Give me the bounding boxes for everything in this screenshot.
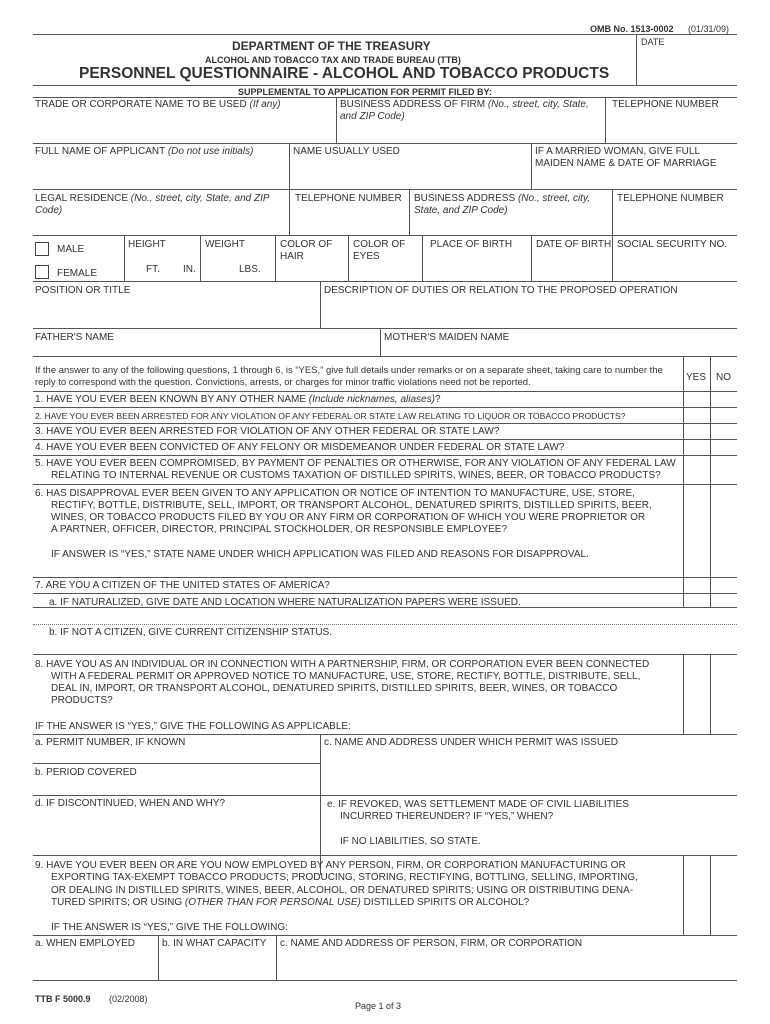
date-label: DATE (641, 37, 665, 47)
question-8: 8. HAVE YOU AS AN INDIVIDUAL OR IN CONNECTION WITH A PARTNERSHIP, FIRM, OR CORPORATION EVER BEEN CONNECTED (35, 659, 650, 670)
date-box-divider (636, 34, 637, 85)
rule (33, 484, 737, 485)
rule (33, 980, 737, 981)
rule (409, 189, 410, 235)
business-address-label-2: and ZIP Code) (340, 111, 405, 122)
married-woman-label-2: MAIDEN NAME & DATE OF MARRIAGE (535, 158, 717, 169)
question-1: 1. HAVE YOU EVER BEEN KNOWN BY ANY OTHER NAME (Include nicknames, aliases)? (35, 394, 441, 405)
question-9-line-4: TURED SPIRITS; OR USING (OTHER THAN FOR PERSONAL USE) DISTILLED SPIRITS OR ALCOHOL? (51, 897, 530, 908)
rule (336, 97, 337, 143)
rule (710, 356, 711, 607)
department-title: DEPARTMENT OF THE TREASURY (232, 39, 431, 53)
question-7: 7. ARE YOU A CITIZEN OF THE UNITED STATES OF AMERICA? (35, 580, 330, 591)
permit-name-address-label: c. NAME AND ADDRESS UNDER WHICH PERMIT WAS ISSUED (324, 737, 618, 748)
rule (33, 356, 737, 357)
instructions-text: If the answer to any of the following questions, 1 through 6, is “YES,” give full details under remarks or on a separate sheet, taking care to number the reply to correspond with the question. Convictions, arrests, or charges for minor traffic violations need not be reported. (35, 365, 663, 388)
rule (33, 654, 737, 655)
rule (531, 235, 532, 281)
rule (710, 855, 711, 935)
rule (33, 328, 737, 329)
page-number: Page 1 of 3 (355, 1001, 402, 1011)
rule (289, 143, 290, 189)
dotted-rule (33, 624, 737, 625)
question-6: 6. HAS DISAPPROVAL EVER BEEN GIVEN TO ANY APPLICATION OR NOTICE OF INTENTION TO MANUFACTURE, USE, STORE, (35, 488, 635, 499)
height-label: HEIGHT (128, 239, 166, 250)
question-8-line-3: DEAL IN, IMPORT, OR TRANSPORT ALCOHOL, DENATURED SPIRITS, DISTILLED SPIRITS, BEER, WINES, OR TOBACCO (51, 683, 618, 694)
female-checkbox[interactable] (35, 265, 49, 279)
rule (605, 97, 606, 143)
rule (348, 235, 349, 281)
eyes-label: COLOR OF EYES (353, 239, 406, 262)
page-title: PERSONNEL QUESTIONNAIRE - ALCOHOL AND TOBACCO PRODUCTS (79, 65, 610, 82)
when-employed-label: a. WHEN EMPLOYED (35, 938, 136, 949)
permit-number-label: a. PERMIT NUMBER, IF KNOWN (35, 737, 186, 748)
question-6-line-2: RECTIFY, BOTTLE, DISTRIBUTE, SELL, IMPORT, OR TRANSPORT ALCOHOL, DENATURED SPIRITS, DISTILLED SPIRITS, BEER, (51, 500, 652, 511)
rule (320, 734, 321, 875)
form-date: (02/2008) (109, 994, 148, 1004)
rule (422, 235, 423, 281)
rule (33, 734, 737, 735)
question-6-line-4: A PARTNER, OFFICER, DIRECTOR, PRINCIPAL STOCKHOLDER, OR RESPONSIBLE EMPLOYEE? (51, 524, 508, 535)
rule (710, 654, 711, 734)
rule (683, 855, 684, 935)
question-7b: b. IF NOT A CITIZEN, GIVE CURRENT CITIZENSHIP STATUS. (49, 627, 333, 638)
full-name-label: FULL NAME OF APPLICANT (Do not use initials) (35, 146, 254, 157)
name-usually-used-label: NAME USUALLY USED (293, 146, 400, 157)
rule (612, 235, 613, 281)
rule (683, 356, 684, 607)
rule (33, 407, 737, 408)
ssn-label: SOCIAL SECURITY NO. (617, 239, 728, 250)
employer-name-address-label: c. NAME AND ADDRESS OF PERSON, FIRM, OR CORPORATION (280, 938, 583, 949)
telephone-label: TELEPHONE NUMBER (612, 99, 719, 110)
question-9-line-3: OR DEALING IN DISTILLED SPIRITS, WINES, BEER, ALCOHOL, OR DENATURED SPIRITS; USING OR DISTRIBUTING DENA- (51, 885, 634, 896)
rule (124, 235, 125, 281)
rule (33, 439, 737, 440)
rule (33, 455, 737, 456)
rule (33, 97, 737, 98)
in-label: IN. (183, 264, 196, 275)
female-label: FEMALE (57, 268, 98, 279)
question-3: 3. HAVE YOU EVER BEEN ARRESTED FOR VIOLATION OF ANY OTHER FEDERAL OR STATE LAW? (35, 426, 500, 437)
capacity-label: b. IN WHAT CAPACITY (162, 938, 267, 949)
rule (380, 328, 381, 356)
question-5: 5. HAVE YOU EVER BEEN COMPROMISED, BY PAYMENT OF PENALTIES OR OTHERWISE, FOR ANY VIOLATION OF ANY FEDERAL LAW (35, 458, 676, 469)
trade-name-label: TRADE OR CORPORATE NAME TO BE USED (If any) (35, 99, 281, 110)
supplemental-label: SUPPLEMENTAL TO APPLICATION FOR PERMIT FILED BY: (238, 87, 492, 97)
rule (33, 577, 737, 578)
married-woman-label: IF A MARRIED WOMAN, GIVE FULL (535, 146, 701, 157)
rule (33, 607, 737, 608)
rule (33, 423, 737, 424)
male-label: MALE (57, 244, 85, 255)
question-8-line-4: PRODUCTS? (51, 695, 113, 706)
period-covered-label: b. PERIOD COVERED (35, 767, 137, 778)
mother-label: MOTHER'S MAIDEN NAME (384, 332, 510, 343)
yes-column-header: YES (686, 372, 707, 383)
no-column-header: NO (716, 372, 731, 383)
rule (33, 593, 737, 594)
birth-date-label: DATE OF BIRTH (536, 239, 612, 250)
question-6-line-3: WINES, OR TOBACCO PRODUCTS FILED BY YOU OR ANY FIRM OR CORPORATION OF WHICH YOU WERE PROPRIETOR OR (51, 512, 646, 523)
rule (289, 189, 290, 235)
rule (33, 391, 737, 392)
question-7a: a. IF NATURALIZED, GIVE DATE AND LOCATION WHERE NATURALIZATION PAPERS WERE ISSUED. (49, 597, 521, 608)
rule (320, 281, 321, 328)
rule (612, 189, 613, 235)
discontinued-label: d. IF DISCONTINUED, WHEN AND WHY? (35, 798, 226, 809)
rule (33, 855, 737, 856)
omb-number: OMB No. 1513-0002 (590, 24, 674, 34)
rule (33, 763, 321, 764)
telephone-label-3: TELEPHONE NUMBER (617, 193, 724, 204)
question-5-line-2: RELATING TO INTERNAL REVENUE OR CUSTOMS TAXATION OF DISTILLED SPIRITS, WINES, BEER, OR TOBACCO PRODUCTS? (51, 470, 661, 481)
lbs-label: LBS. (239, 264, 261, 275)
no-liabilities-label: IF NO LIABILITIES, SO STATE. (340, 836, 481, 847)
male-checkbox[interactable] (35, 242, 49, 256)
rule (200, 235, 201, 281)
question-9-line-2: EXPORTING TAX-EXEMPT TOBACCO PRODUCTS; PRODUCING, STORING, RECTIFYING, BOTTLING, SELLING, IMPORTING, (51, 872, 638, 883)
rule (683, 654, 684, 734)
hair-label: COLOR OF HAIR (280, 239, 333, 262)
question-8-line-2: WITH A FEDERAL PERMIT OR APPROVED NOTICE TO MANUFACTURE, USE, STORE, RECTIFY, BOTTLE, DISTRIBUTE, SELL, (51, 671, 641, 682)
rule (276, 935, 277, 980)
legal-residence-label: LEGAL RESIDENCE (No., street, city, State, and ZIP (35, 193, 270, 204)
rule (158, 935, 159, 980)
omb-date: (01/31/09) (688, 24, 730, 34)
duties-label: DESCRIPTION OF DUTIES OR RELATION TO THE PROPOSED OPERATION (324, 285, 678, 296)
rule (33, 281, 737, 282)
business-address-label: BUSINESS ADDRESS OF FIRM (No., street, city, State, (340, 99, 589, 110)
rule (33, 143, 737, 144)
revoked-label: e. IF REVOKED, WAS SETTLEMENT MADE OF CIVIL LIABILITIES (327, 799, 629, 810)
form-number: TTB F 5000.9 (35, 994, 91, 1004)
business-address-label-b: BUSINESS ADDRESS (No., street, city, (414, 193, 590, 204)
question-9-if-yes: IF THE ANSWER IS “YES,” GIVE THE FOLLOWING: (51, 922, 288, 933)
question-2: 2. HAVE YOU EVER BEEN ARRESTED FOR ANY VIOLATION OF ANY FEDERAL OR STATE LAW RELATING TO LIQUOR OR TOBACCO PRODUCTS? (35, 411, 626, 421)
header-top-rule (33, 34, 737, 35)
rule (531, 143, 532, 189)
question-4: 4. HAVE YOU EVER BEEN CONVICTED OF ANY FELONY OR MISDEMEANOR UNDER FEDERAL OR STATE LAW? (35, 442, 565, 453)
revoked-label-2: INCURRED THEREUNDER? IF “YES,” WHEN? (340, 811, 554, 822)
question-9: 9. HAVE YOU EVER BEEN OR ARE YOU NOW EMPLOYED BY ANY PERSON, FIRM, OR CORPORATION MANUFACTURING OR (35, 860, 626, 871)
telephone-label-2: TELEPHONE NUMBER (295, 193, 402, 204)
weight-label: WEIGHT (205, 239, 245, 250)
header-bottom-rule (33, 85, 737, 86)
position-label: POSITION OR TITLE (35, 285, 131, 296)
father-label: FATHER'S NAME (35, 332, 114, 343)
rule (33, 935, 737, 936)
rule (33, 795, 737, 796)
legal-residence-label-2: Code) (35, 205, 63, 216)
question-6-if-yes: IF ANSWER IS “YES,” STATE NAME UNDER WHICH APPLICATION WAS FILED AND REASONS FOR DISAPPROVAL. (51, 549, 589, 560)
business-address-label-b2: State, and ZIP Code) (414, 205, 508, 216)
ft-label: FT. (146, 264, 160, 275)
rule (33, 235, 737, 236)
bureau-title: ALCOHOL AND TOBACCO TAX AND TRADE BUREAU (TTB) (205, 55, 461, 65)
question-8-if-yes: IF THE ANSWER IS “YES,” GIVE THE FOLLOWING AS APPLICABLE: (35, 721, 351, 732)
rule (33, 189, 737, 190)
rule (275, 235, 276, 281)
birth-place-label: PLACE OF BIRTH (430, 239, 513, 250)
